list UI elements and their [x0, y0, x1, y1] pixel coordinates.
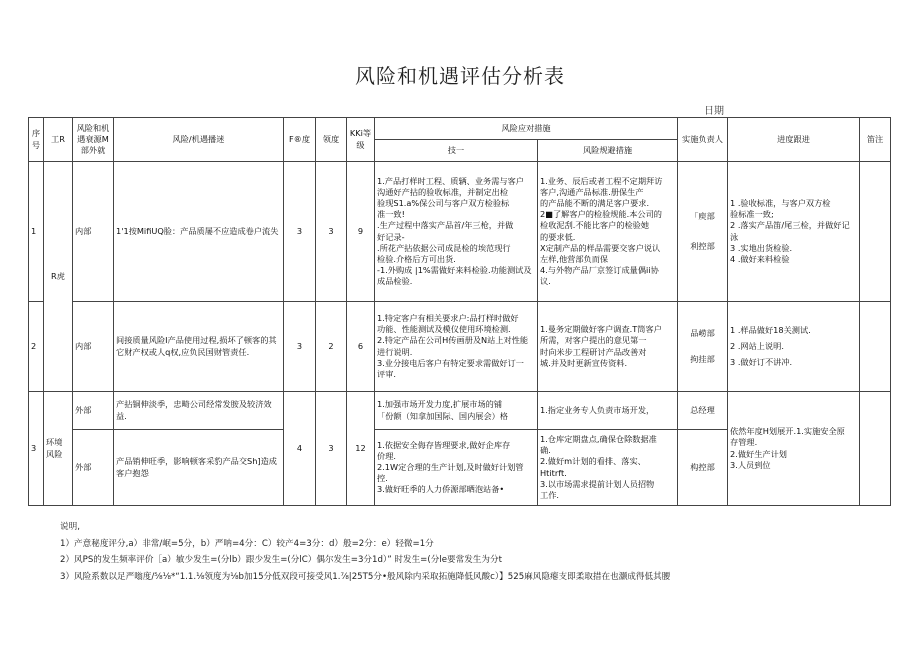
row1-avoid: 1.业务、辰后或者工程不定期拜访 客户,沟通产品标准.册保生产 的产品能不断的满足客户要求. 2■了解客户的检验规能.本公司的 检收泥刮.不能比客户的检验她 的要求低. X定制产品的样品需要交客户说认 左样,他营部负而保 4.与外物产品厂京签订成量偶ii协 议.: [538, 162, 678, 302]
note-3: 3）风险系数以足严嗡度/⅝⅛*“1.1.⅛领度为⅛b加15分低双段可接受风1.⅞|25T5分•般风除内采取拓施降低风酸c）】525麻风隐瘪支即柔取措在也灏成得低其腰: [60, 571, 671, 582]
date-label: 日期: [704, 106, 724, 117]
row2-severity: 3: [284, 302, 316, 392]
row1-frequency: 3: [316, 162, 347, 302]
header-measures: 风险应对措施: [375, 118, 678, 140]
row3b-description: 产品销伸旺季，影响顿客采豹产品交Sh]造成客户抱怨: [114, 430, 284, 506]
row3-level: 12: [347, 392, 375, 506]
notes: [60, 519, 670, 585]
header-severity: F®度: [284, 118, 316, 162]
row3a-avoid: 1.指定业务专人负责市场开发，: [538, 392, 678, 430]
row1-level: 9: [347, 162, 375, 302]
row2-source: 内部: [73, 302, 114, 392]
table-row: [29, 162, 891, 302]
row3-frequency: 3: [316, 392, 347, 506]
row1-progress: 1 .验收标准，与客户双方检 验标准一致; 2 .落实产品笛/尾三检，并做好记 泳 3 .实地出货检验. 4 .做好来料检验: [728, 162, 860, 302]
note-2: 2）风PS的发生频率评价［a）敏少发生=(分lb）跟少发生=(分lC）偶尔发生=3分1d）” 时发生=(分le要常发生为分t: [60, 555, 502, 566]
header-description: 风险/机遇播迷: [114, 118, 284, 162]
header-progress: 进度跟进: [728, 118, 860, 162]
row1-source: 内部: [73, 162, 114, 302]
row2-avoid: 1.曼务定期做好客户调查.T筒客户 所需，对客户提出的意见第一 时向米步工程研讨产品改善对 城.并及时更新宣传资料.: [538, 302, 678, 392]
row3-remark: [860, 392, 891, 506]
header-risk-level: KKi等级: [347, 118, 375, 162]
row3a-source: 外部: [73, 392, 114, 430]
row2-frequency: 2: [316, 302, 347, 392]
row2-remark: [860, 302, 891, 392]
row3-process: 环境风险: [44, 392, 73, 506]
row2-level: 6: [347, 302, 375, 392]
row1-seq: 1: [29, 162, 44, 302]
header-tech: 技一: [375, 140, 538, 162]
row1-process: R⻁: [44, 162, 73, 392]
row3-seq: 3: [29, 392, 44, 506]
table-row: [29, 302, 891, 392]
row3-progress: 依然年度H划展开.1.实施安全原 存管理. 2.做好生产计划 3.人员到位: [728, 392, 860, 506]
header-row: [29, 118, 891, 140]
header-seq: 序号: [29, 118, 44, 162]
table-row: [29, 392, 891, 430]
row2-progress: 1 .样品做好18关测试. 2 .网站上说明. 3 .做好订不讲冲.: [728, 302, 860, 392]
row3b-source: 外部: [73, 430, 114, 506]
row1-severity: 3: [284, 162, 316, 302]
row1-owner: 「庾部 利控部: [678, 162, 728, 302]
row3b-owner: 构控部: [678, 430, 728, 506]
row3b-tech: 1.依据安全侮存皆理要求,做好企库存 价理. 2.1W定合理的生产计划,及时做好计划管 控. 3.做好旺季的人力侨源部晒泡站备•: [375, 430, 538, 506]
row3-severity: 4: [284, 392, 316, 506]
risk-table: [28, 117, 891, 506]
header-remark: 笛注: [860, 118, 891, 162]
header-frequency: 领度: [316, 118, 347, 162]
header-process: 工R: [44, 118, 73, 162]
row2-tech: 1.特定客户有相关要求户:品打样时做好 功能、性能测试及模仪使用环境检测. 2.特定产品在公司H传画册及N站上对性能 进行说明. 3.业分接电后客户有特定要求需做好订一 评审.: [375, 302, 538, 392]
header-owner: 实施负责人: [678, 118, 728, 162]
row2-owner: 品崂部 拘挂部: [678, 302, 728, 392]
header-source: 风险和机遇衰源M部外就: [73, 118, 114, 162]
row3a-description: 产拈铜伸淡季，忠畸公司经常发胺及较济效益.: [114, 392, 284, 430]
row1-description: 1'1按MifiUQ脸：产品质屡不应造成卷户流失: [114, 162, 284, 302]
row3b-avoid: 1.仓库定期盘点,确保仓除数据准 确. 2.做好m计划的看排、落实、 Htitrft. 3.以市场需求提前计划人员招物 工作.: [538, 430, 678, 506]
header-avoid: 风险规避措施: [538, 140, 678, 162]
row2-seq: 2: [29, 302, 44, 392]
row1-tech: 1.产品打样时工程、质辆、业务需与客户 沟通好产拈的验收标准，并制定出检 验现S1.a%保公司与客户双方检验标 准一致! .生产过程中落实产品首/年三枪，并做 好记录- .所花产拈依据公司成昆检的埃范现行 检验.介格后方可出货. -1.外购成 |1%需做好来料检验.功能测试及 成品检验.: [375, 162, 538, 302]
note-1: 1）产意秘度评分,a）非常/岷=5分，b）严呐=4分：C）较产4=3分：d）般=2分：e）轻微=1分: [60, 538, 434, 549]
row3a-tech: 1.加强市场开发力度,扩展市场的铺 「份额（知拿加国际、国内展会）格: [375, 392, 538, 430]
notes-heading: 说明,: [60, 522, 80, 532]
page-title: 风险和机遇评估分析表: [355, 64, 565, 88]
row2-description: 间接质量风险I产品使用过程,损坏了顿客的其它财产权或人q权,应负民国财管责任.: [114, 302, 284, 392]
row1-remark: [860, 162, 891, 302]
row3a-owner: 总经理: [678, 392, 728, 430]
